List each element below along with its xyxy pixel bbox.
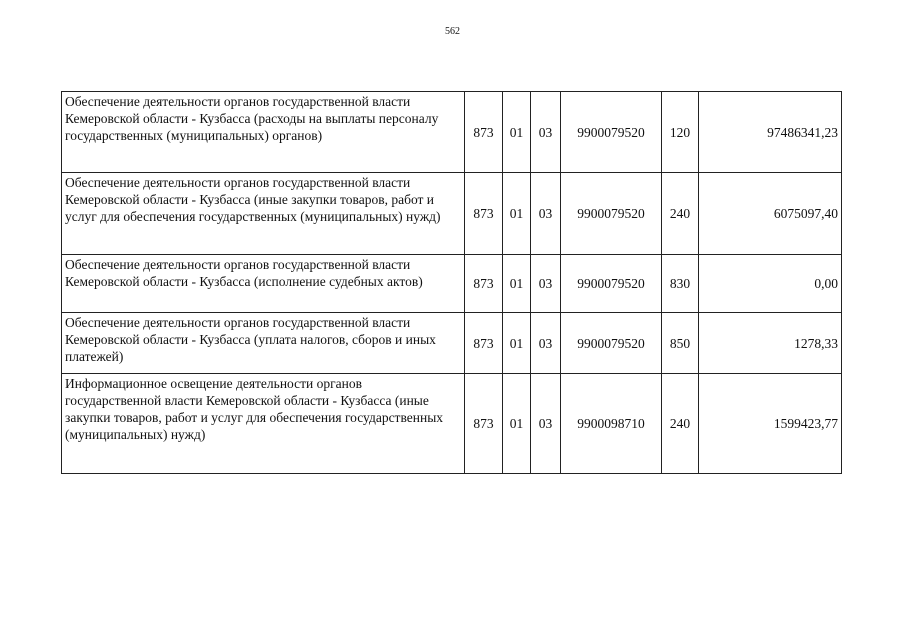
- row-description: Обеспечение деятельности органов государственной власти Кемеровской области - Кузбасса (расходы на выплаты персоналу государственных (муниципальных) органов): [62, 92, 465, 173]
- target-article-code: 9900079520: [561, 255, 662, 313]
- table-row: [62, 92, 842, 173]
- subsection-code: 03: [531, 313, 561, 374]
- ministry-code: 873: [465, 173, 503, 255]
- amount-cell: 0,00: [699, 255, 842, 313]
- budget-table: [61, 91, 842, 474]
- ministry-code: 873: [465, 374, 503, 474]
- page-number: 562: [445, 26, 460, 37]
- subsection-code: 03: [531, 374, 561, 474]
- section-code: 01: [503, 255, 531, 313]
- table-row: [62, 313, 842, 374]
- subsection-code: 03: [531, 92, 561, 173]
- table-row: [62, 173, 842, 255]
- amount-cell: 6075097,40: [699, 173, 842, 255]
- target-article-code: 9900079520: [561, 313, 662, 374]
- expense-type-code: 830: [662, 255, 699, 313]
- section-code: 01: [503, 173, 531, 255]
- ministry-code: 873: [465, 313, 503, 374]
- row-description: Обеспечение деятельности органов государственной власти Кемеровской области - Кузбасса (уплата налогов, сборов и иных платежей): [62, 313, 465, 374]
- expense-type-code: 850: [662, 313, 699, 374]
- amount-cell: 97486341,23: [699, 92, 842, 173]
- section-code: 01: [503, 92, 531, 173]
- row-description: Обеспечение деятельности органов государственной власти Кемеровской области - Кузбасса (исполнение судебных актов): [62, 255, 465, 313]
- section-code: 01: [503, 374, 531, 474]
- expense-type-code: 120: [662, 92, 699, 173]
- table-row: [62, 255, 842, 313]
- target-article-code: 9900098710: [561, 374, 662, 474]
- subsection-code: 03: [531, 173, 561, 255]
- target-article-code: 9900079520: [561, 92, 662, 173]
- amount-cell: 1278,33: [699, 313, 842, 374]
- row-description: Обеспечение деятельности органов государственной власти Кемеровской области - Кузбасса (иные закупки товаров, работ и услуг для обеспечения государственных (муниципальных) нужд): [62, 173, 465, 255]
- expense-type-code: 240: [662, 374, 699, 474]
- ministry-code: 873: [465, 255, 503, 313]
- expense-type-code: 240: [662, 173, 699, 255]
- amount-cell: 1599423,77: [699, 374, 842, 474]
- row-description: Информационное освещение деятельности органов государственной власти Кемеровской области - Кузбасса (иные закупки товаров, работ и услуг для обеспечения государственных (муниципальных) нужд): [62, 374, 465, 474]
- ministry-code: 873: [465, 92, 503, 173]
- section-code: 01: [503, 313, 531, 374]
- subsection-code: 03: [531, 255, 561, 313]
- table-row: [62, 374, 842, 474]
- target-article-code: 9900079520: [561, 173, 662, 255]
